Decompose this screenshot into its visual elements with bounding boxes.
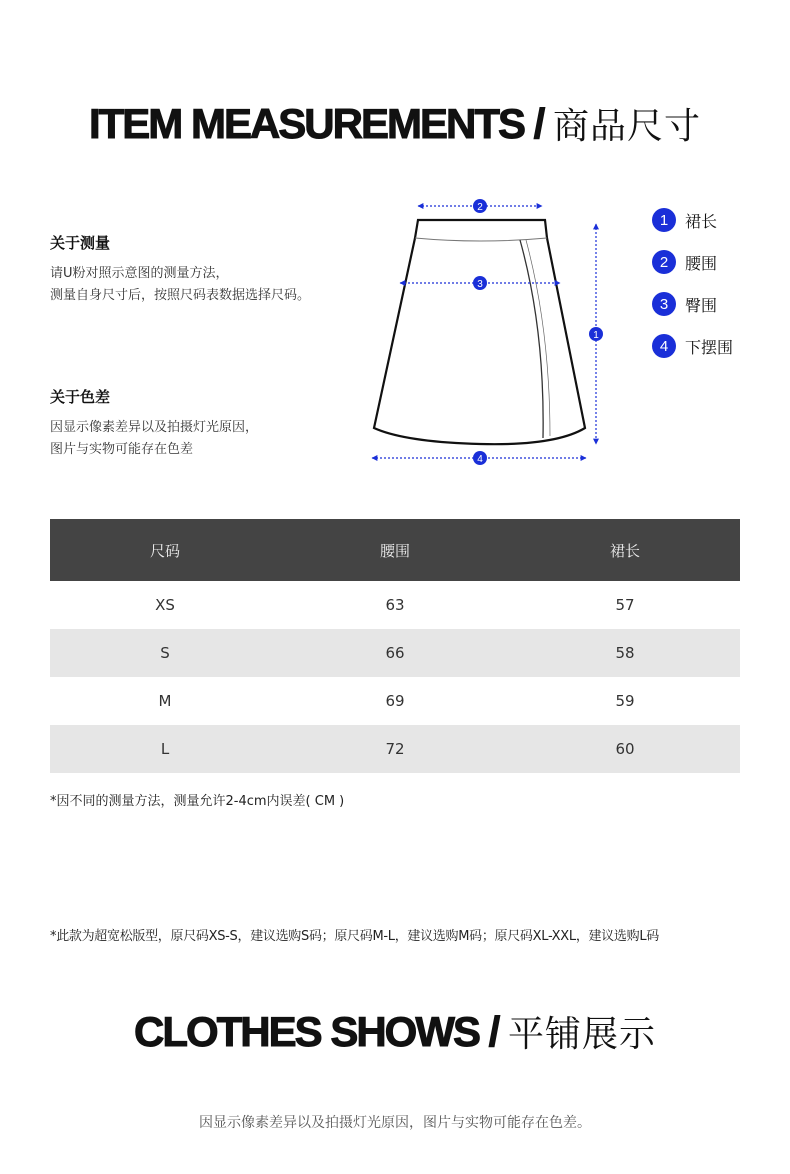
section-title [0, 1006, 790, 1057]
legend-label: 裙长 [685, 211, 718, 231]
section-title-english: CLOTHES SHOWS / [133, 1008, 508, 1055]
measure-info-line1: 请U粉对照示意图的测量方法， [50, 266, 229, 281]
skirt-outline [374, 220, 585, 444]
color-info-line2: 图片与实物可能存在色差 [50, 442, 194, 457]
cell-length: 60 [510, 725, 740, 773]
legend-num: 4 [652, 334, 676, 358]
table-row [50, 725, 740, 773]
measure-info-line2: 测量自身尺寸后，按照尺码表数据选择尺码。 [50, 288, 311, 303]
table-row [50, 629, 740, 677]
cell-waist: 72 [280, 725, 510, 773]
legend-num: 3 [652, 292, 676, 316]
marker-hem [473, 451, 487, 465]
cell-size: M [158, 692, 172, 710]
page-title [0, 98, 790, 149]
svg-text:1: 1 [593, 330, 599, 341]
legend-num: 1 [652, 208, 676, 232]
table-row [50, 677, 740, 725]
legend-item-waist [652, 249, 733, 275]
header-length: 裙长 [510, 519, 740, 581]
section-title-chinese: 平铺展示 [508, 1013, 657, 1054]
svg-text:3: 3 [477, 279, 483, 290]
tolerance-note: *因不同的测量方法，测量允许2-4cm内误差( CM ) [50, 794, 345, 809]
title-chinese: 商品尺寸 [553, 105, 702, 146]
marker-length [589, 327, 603, 341]
legend-label: 臀围 [685, 295, 718, 315]
legend-item-hem [652, 333, 733, 359]
cell-size: S [50, 629, 280, 677]
legend-label: 腰围 [685, 253, 718, 273]
color-info-line1: 因显示像素差异以及拍摄灯光原因， [50, 420, 259, 435]
header-waist: 腰围 [280, 519, 510, 581]
measurement-legend [652, 207, 733, 375]
skirt-diagram [360, 190, 610, 480]
legend-num: 2 [652, 250, 676, 274]
size-table [50, 519, 740, 773]
cell-length: 57 [615, 596, 635, 614]
marker-hip [473, 276, 487, 290]
title-english: ITEM MEASUREMENTS / [88, 100, 553, 147]
table-header-row [50, 519, 740, 581]
cell-waist: 63 [385, 596, 405, 614]
table-row [50, 581, 740, 629]
cell-waist: 69 [385, 692, 405, 710]
measure-info-heading: 关于测量 [50, 234, 111, 252]
measure-info [50, 232, 370, 307]
marker-waist [473, 199, 487, 213]
cell-length: 59 [615, 692, 635, 710]
svg-text:4: 4 [477, 454, 483, 465]
color-info-heading: 关于色差 [50, 388, 111, 406]
color-info [50, 386, 370, 461]
fit-note: *此款为超宽松版型，原尺码XS-S，建议选购S码；原尺码M-L，建议选购M码；原尺码XL-XXL，建议选购L码 [50, 929, 659, 944]
cell-waist: 66 [280, 629, 510, 677]
legend-item-hip [652, 291, 733, 317]
legend-label: 下摆围 [685, 337, 734, 357]
cell-length: 58 [510, 629, 740, 677]
cell-size: L [50, 725, 280, 773]
cell-size: XS [155, 596, 175, 614]
svg-text:2: 2 [477, 202, 483, 213]
legend-item-length [652, 207, 733, 233]
footer-note: 因显示像素差异以及拍摄灯光原因，图片与实物可能存在色差。 [199, 1115, 591, 1131]
header-size: 尺码 [50, 519, 280, 581]
